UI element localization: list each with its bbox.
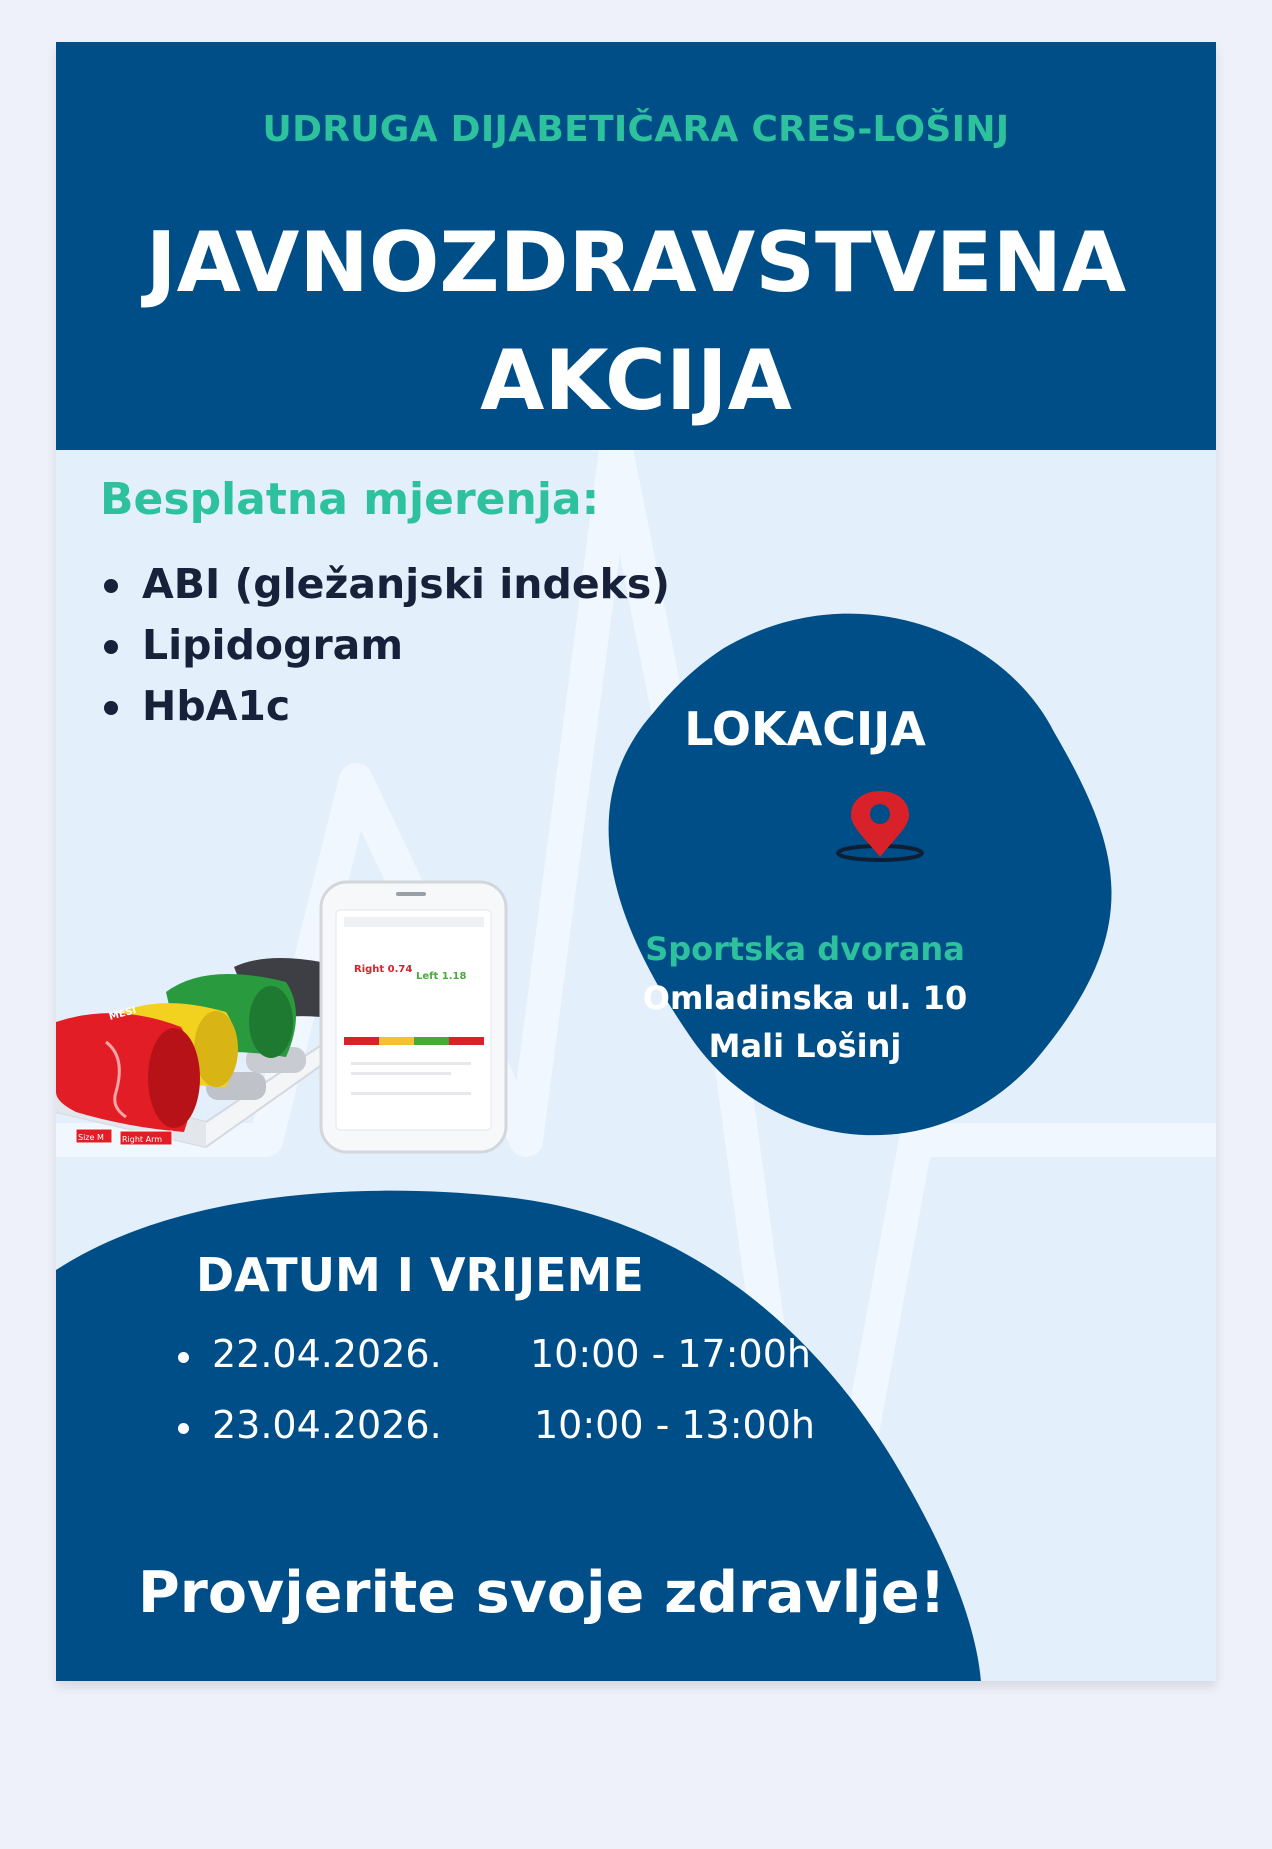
schedule-heading: DATUM I VRIJEME	[196, 1248, 644, 1302]
device-right-reading: Right 0.74	[354, 964, 413, 975]
schedule-time: 10:00 - 13:00h	[534, 1403, 815, 1447]
cuff-size-label: Size M	[78, 1133, 104, 1142]
measurements-list	[100, 554, 670, 737]
measurement-item: HbA1c	[100, 676, 670, 737]
schedule-time: 10:00 - 17:00h	[530, 1332, 811, 1376]
schedule-date: 22.04.2026.	[212, 1332, 442, 1376]
map-pin-icon	[835, 787, 925, 867]
location-street: Omladinska ul. 10	[642, 979, 968, 1017]
measurements-heading: Besplatna mjerenja:	[100, 474, 600, 525]
device-left-reading: Left 1.18	[416, 971, 467, 982]
schedule-date: 23.04.2026.	[212, 1403, 442, 1447]
location-venue: Sportska dvorana	[645, 930, 965, 968]
location-blob	[604, 612, 1154, 1172]
location-city: Mali Lošinj	[708, 1027, 902, 1065]
measurement-item: Lipidogram	[100, 615, 670, 676]
measurement-item: ABI (gležanjski indeks)	[100, 554, 670, 615]
cuff-brand-label: MESI	[107, 1005, 138, 1023]
header-banner	[56, 42, 1216, 450]
event-poster	[56, 42, 1216, 1681]
bullet-icon	[178, 1423, 189, 1434]
poster-title	[56, 204, 1216, 440]
title-line-1: JAVNOZDRAVSTVENA	[145, 214, 1127, 311]
cuff-side-label: Right Arm	[122, 1135, 163, 1144]
organization-name: UDRUGA DIJABETIČARA CRES-LOŠINJ	[262, 109, 1010, 150]
bullet-icon	[178, 1352, 189, 1363]
slogan: Provjerite svoje zdravlje!	[138, 1560, 946, 1626]
title-line-2: AKCIJA	[480, 332, 792, 429]
location-heading: LOKACIJA	[684, 702, 926, 756]
